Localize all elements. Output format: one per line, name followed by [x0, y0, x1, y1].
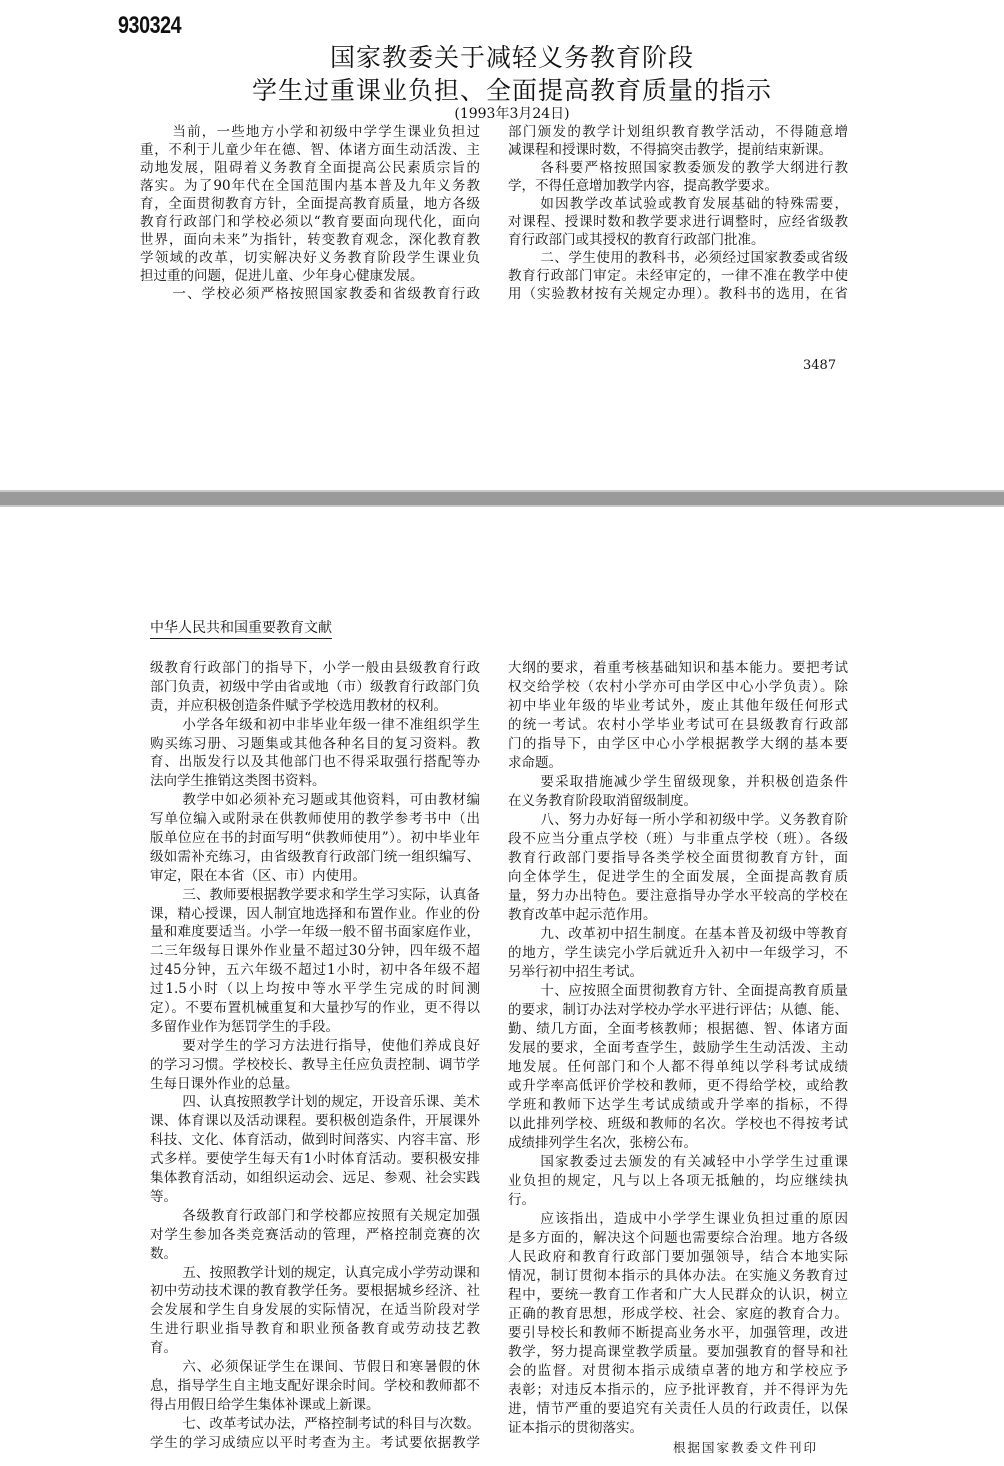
- text-line: 对学生参加各类竞赛活动的管理，严格控制竞赛的次: [150, 1226, 480, 1243]
- text-line: 另举行初中招生考试。: [508, 964, 643, 980]
- text-line: 当前，一些地方小学和初级中学学生课业负担过: [172, 124, 480, 140]
- text-line: 的统一考试。农村小学毕业考试可在县级教育行政部: [508, 717, 848, 733]
- text-line: 育。: [150, 1340, 177, 1357]
- text-line: 如因教学改革试验或教育发展基础的特殊需要，: [540, 196, 848, 212]
- text-line: 课、体育课以及活动课程。要积极创造条件，开展课外: [150, 1113, 480, 1130]
- text-line: 三、教师要根据教学要求和学生学习实际，认真备: [182, 886, 480, 903]
- text-line: 十、应按照全面贯彻教育方针、全面提高教育质量: [540, 983, 848, 999]
- text-line: 进，情节严重的要追究有关责任人员的行政责任，以保: [508, 1401, 848, 1417]
- text-line: 定）。不要布置机械重复和大量抄写的作业，更不得以: [150, 1000, 480, 1017]
- text-line: 法向学生推销这类图书资料。: [150, 773, 326, 790]
- text-line: 段不应当分重点学校（班）与非重点学校（班）。各级: [508, 831, 848, 847]
- text-line: 要引导校长和教师不断提高业务水平，加强管理，改进: [508, 1325, 848, 1341]
- text-line: 过45分钟，五六年级不超过1小时，初中各年级不超: [150, 962, 480, 979]
- text-line: 教学中如必须补充习题或其他资料，可由教材编: [182, 792, 480, 809]
- text-line: 动地发展，阻碍着义务教育全面提高公民素质宗旨的: [140, 160, 480, 176]
- document-code: 930324: [118, 12, 182, 39]
- text-line: 版单位应在书的封面写明“供教师使用”）。初中毕业年: [150, 830, 480, 847]
- text-line: 等。: [150, 1188, 177, 1205]
- text-line: 成绩排列学生名次，张榜公布。: [508, 1135, 697, 1151]
- text-line: 学，不得任意增加教学内容，提高教学要求。: [508, 178, 778, 194]
- text-line: 教育改革中起示范作用。: [508, 907, 657, 923]
- top-page-right-column: [508, 123, 848, 303]
- text-line: 学生的学习成绩应以平时考查为主。考试要依据教学: [150, 1434, 480, 1451]
- text-line: 二、学生使用的教科书，必须经过国家教委或省级: [540, 250, 848, 266]
- text-line: 各科要严格按照国家教委颁发的教学大纲进行教: [540, 160, 848, 176]
- text-line: 以此排列学校、班级和教师的名次。学校也不得按考试: [508, 1116, 848, 1132]
- text-line: 数。: [150, 1245, 177, 1262]
- text-line: 级教育行政部门的指导下，小学一般由县级教育行政: [150, 660, 480, 676]
- text-line: 向全体学生，促进学生的全面发展，全面提高教育质: [508, 869, 848, 885]
- text-line: 购买练习册、习题集或其他各种名目的复习资料。教: [150, 735, 480, 752]
- text-line: 量和难度要适当。小学一年级一般不留书面家庭作业，: [150, 924, 480, 941]
- text-line: 证本指示的贯彻落实。: [508, 1420, 643, 1436]
- text-line: 业负担的规定，凡与以上各项无抵触的，均应继续执: [508, 1173, 848, 1189]
- text-line: 生每日课外作业的总量。: [150, 1075, 299, 1092]
- text-line: 过1.5小时（以上均按中等水平学生完成的时间测: [150, 981, 480, 998]
- text-line: 或升学率高低评价学校和教师，更不得给学校，或给教: [508, 1078, 848, 1094]
- text-line: 部门颁发的教学计划组织教育教学活动，不得随意增: [508, 124, 848, 140]
- text-line: 会发展和学生自身发展的实际情况，在适当阶段对学: [150, 1302, 480, 1319]
- text-line: 教育行政部门要指导各类学校全面贯彻教育方针，面: [508, 850, 848, 866]
- text-line: 多留作业作为惩罚学生的手段。: [150, 1018, 339, 1035]
- text-line: 初中毕业年级的毕业考试外，废止其他年级任何形式: [508, 698, 848, 714]
- text-line: 大纲的要求，着重考核基础知识和基本能力。要把考试: [508, 660, 848, 676]
- text-line: 教育行政部门审定。未经审定的，一律不准在教学中使: [508, 268, 848, 284]
- bottom-page-left-column: [150, 659, 480, 1452]
- text-line: 五、按照教学计划的规定，认真完成小学劳动课和: [182, 1264, 480, 1281]
- text-line: 集体教育活动，如组织运动会、远足、参观、社会实践: [150, 1170, 480, 1187]
- text-line: 要采取措施减少学生留级现象，并积极创造条件: [540, 774, 848, 790]
- text-line: 育，全面贯彻教育方针，全面提高教育质量，地方各级: [140, 196, 480, 212]
- document-title-line-1: 国家教委关于减轻义务教育阶段: [329, 43, 694, 72]
- text-line: 落实。为了90年代在全国范围内基本普及九年义务教: [140, 178, 480, 194]
- page-divider: [0, 490, 1004, 507]
- text-line: 得占用假日给学生集体补课或上新课。: [150, 1396, 380, 1413]
- text-line: 各级教育行政部门和学校都应按照有关规定加强: [182, 1207, 480, 1224]
- text-line: 世界，面向未来”为指针，转变教育观念，深化教育教: [140, 232, 480, 248]
- text-line: 正确的教育思想，形成学校、社会、家庭的教育合力。: [508, 1306, 848, 1322]
- text-line: 是多方面的，解决这个问题也需要综合治理。地方各级: [508, 1230, 848, 1246]
- text-line: 七、改革考试办法，严格控制考试的科目与次数。: [182, 1415, 480, 1432]
- running-header: 中华人民共和国重要教育文献: [150, 617, 332, 639]
- top-page-left-column: [140, 123, 480, 303]
- text-line: 量，努力办出特色。要注意指导办学水平较高的学校在: [508, 888, 848, 904]
- text-line: 息，指导学生自主地支配好课余时间。学校和教师都不: [150, 1377, 480, 1394]
- bottom-page-right-column: [508, 659, 848, 1457]
- text-line: 权交给学校（农村小学亦可由学区中心小学负责）。除: [508, 679, 848, 695]
- text-line: 一、学校必须严格按照国家教委和省级教育行政: [172, 286, 480, 302]
- text-line: 发展的要求，全面考查学生，鼓励学生生动活泼、主动: [508, 1040, 848, 1056]
- text-line: 门的指导下，由学区中心小学根据教学大纲的基本要: [508, 736, 848, 752]
- text-line: 的要求，制订办法对学校办学水平进行评估；从德、能、: [508, 1002, 848, 1018]
- text-line: 审定，限在本省（区、市）内使用。: [150, 867, 366, 884]
- text-line: 育行政部门或其授权的教育行政部门批准。: [508, 232, 765, 248]
- text-line: 式多样。要使学生每天有1小时体育活动。要积极安排: [150, 1151, 480, 1168]
- text-line: 写单位编入或附录在供教师使用的教学参考书中（出: [150, 811, 480, 828]
- text-line: 国家教委过去颁发的有关减轻中小学学生过重课: [540, 1154, 848, 1170]
- text-line: 求命题。: [508, 755, 562, 771]
- text-line: 九、改革初中招生制度。在基本普及初级中等教育: [540, 926, 848, 942]
- text-line: 教学，努力提高课堂教学质量。要加强教育的督导和社: [508, 1344, 848, 1360]
- text-line: 表彰；对违反本指示的，应予批评教育，并不得评为先: [508, 1382, 848, 1398]
- text-line: 教育行政部门和学校必须以“教育要面向现代化，面向: [140, 214, 480, 230]
- text-line: 的学习习惯。学校校长、教导主任应负责控制、调节学: [150, 1056, 480, 1073]
- text-line: 六、必须保证学生在课间、节假日和寒暑假的休: [182, 1358, 480, 1375]
- document-date: (1993年3月24日): [454, 106, 570, 122]
- text-line: 小学各年级和初中非毕业年级一律不准组织学生: [182, 716, 480, 733]
- text-line: 八、努力办好每一所小学和初级中学。义务教育阶: [540, 812, 848, 828]
- text-line: 用（实验教材按有关规定办理）。教科书的选用，在省: [508, 286, 848, 302]
- text-line: 部门负责，初级中学由省或地（市）级教育行政部门负: [150, 678, 480, 695]
- text-line: 要对学生的学习方法进行指导，使他们养成良好: [182, 1037, 480, 1054]
- text-line: 责，并应积极创造条件赋予学校选用教材的权利。: [150, 697, 447, 714]
- text-line: 程中，要统一教育工作者和广大人民群众的认识，树立: [508, 1287, 848, 1303]
- text-line: 担过重的问题，促进儿童、少年身心健康发展。: [140, 268, 424, 284]
- text-line: 地发展。任何部门和个人都不得单纯以学科考试成绩: [508, 1059, 848, 1075]
- document-title-line-2: 学生过重课业负担、全面提高教育质量的指示: [251, 76, 772, 105]
- text-line: 学领域的改革，切实解决好义务教育阶段学生课业负: [140, 250, 480, 266]
- text-line: 科技、文化、体育活动，做到时间落实、内容丰富、形: [150, 1132, 480, 1149]
- text-line: 育、出版发行以及其他部门也不得采取强行搭配等办: [150, 754, 480, 771]
- text-line: 会的监督。对贯彻本指示成绩卓著的地方和学校应予: [508, 1363, 848, 1379]
- page-number: 3487: [803, 358, 837, 373]
- text-line: 学班和教师下达学生考试成绩或升学率的指标，不得: [508, 1097, 848, 1113]
- text-line: 二三年级每日课外作业量不超过30分钟，四年级不超: [150, 943, 480, 960]
- text-line: 人民政府和教育行政部门要加强领导，结合本地实际: [508, 1249, 848, 1265]
- text-line: 情况，制订贯彻本指示的具体办法。在实施义务教育过: [508, 1268, 848, 1284]
- text-line: 初中劳动技术课的教育教学任务。要根据城乡经济、社: [150, 1283, 480, 1300]
- text-line: 在义务教育阶段取消留级制度。: [508, 793, 697, 809]
- text-line: 勤、绩几方面，全面考核教师；根据德、智、体诸方面: [508, 1021, 848, 1037]
- text-line: 对课程、授课时数和教学要求进行调整时，应经省级教: [508, 214, 848, 230]
- text-line: 级如需补充练习，由省级教育行政部门统一组织编写、: [150, 848, 480, 865]
- text-line: 的地方，学生读完小学后就近升入初中一年级学习，不: [508, 945, 848, 961]
- text-line: 课，精心授课，因人制宜地选择和布置作业。作业的份: [150, 905, 480, 922]
- text-line: 应该指出，造成中小学学生课业负担过重的原因: [540, 1211, 848, 1227]
- text-line: 四、认真按照教学计划的规定，开设音乐课、美术: [182, 1094, 480, 1111]
- source-note: 根据国家教委文件刊印: [672, 1440, 818, 1455]
- text-line: 生进行职业指导教育和职业预备教育或劳动技艺教: [150, 1321, 480, 1338]
- text-line: 减课程和授课时数，不得搞突击教学，提前结束新课。: [508, 142, 832, 158]
- text-line: 重，不利于儿童少年在德、智、体诸方面生动活泼、主: [140, 142, 480, 158]
- text-line: 行。: [508, 1192, 535, 1208]
